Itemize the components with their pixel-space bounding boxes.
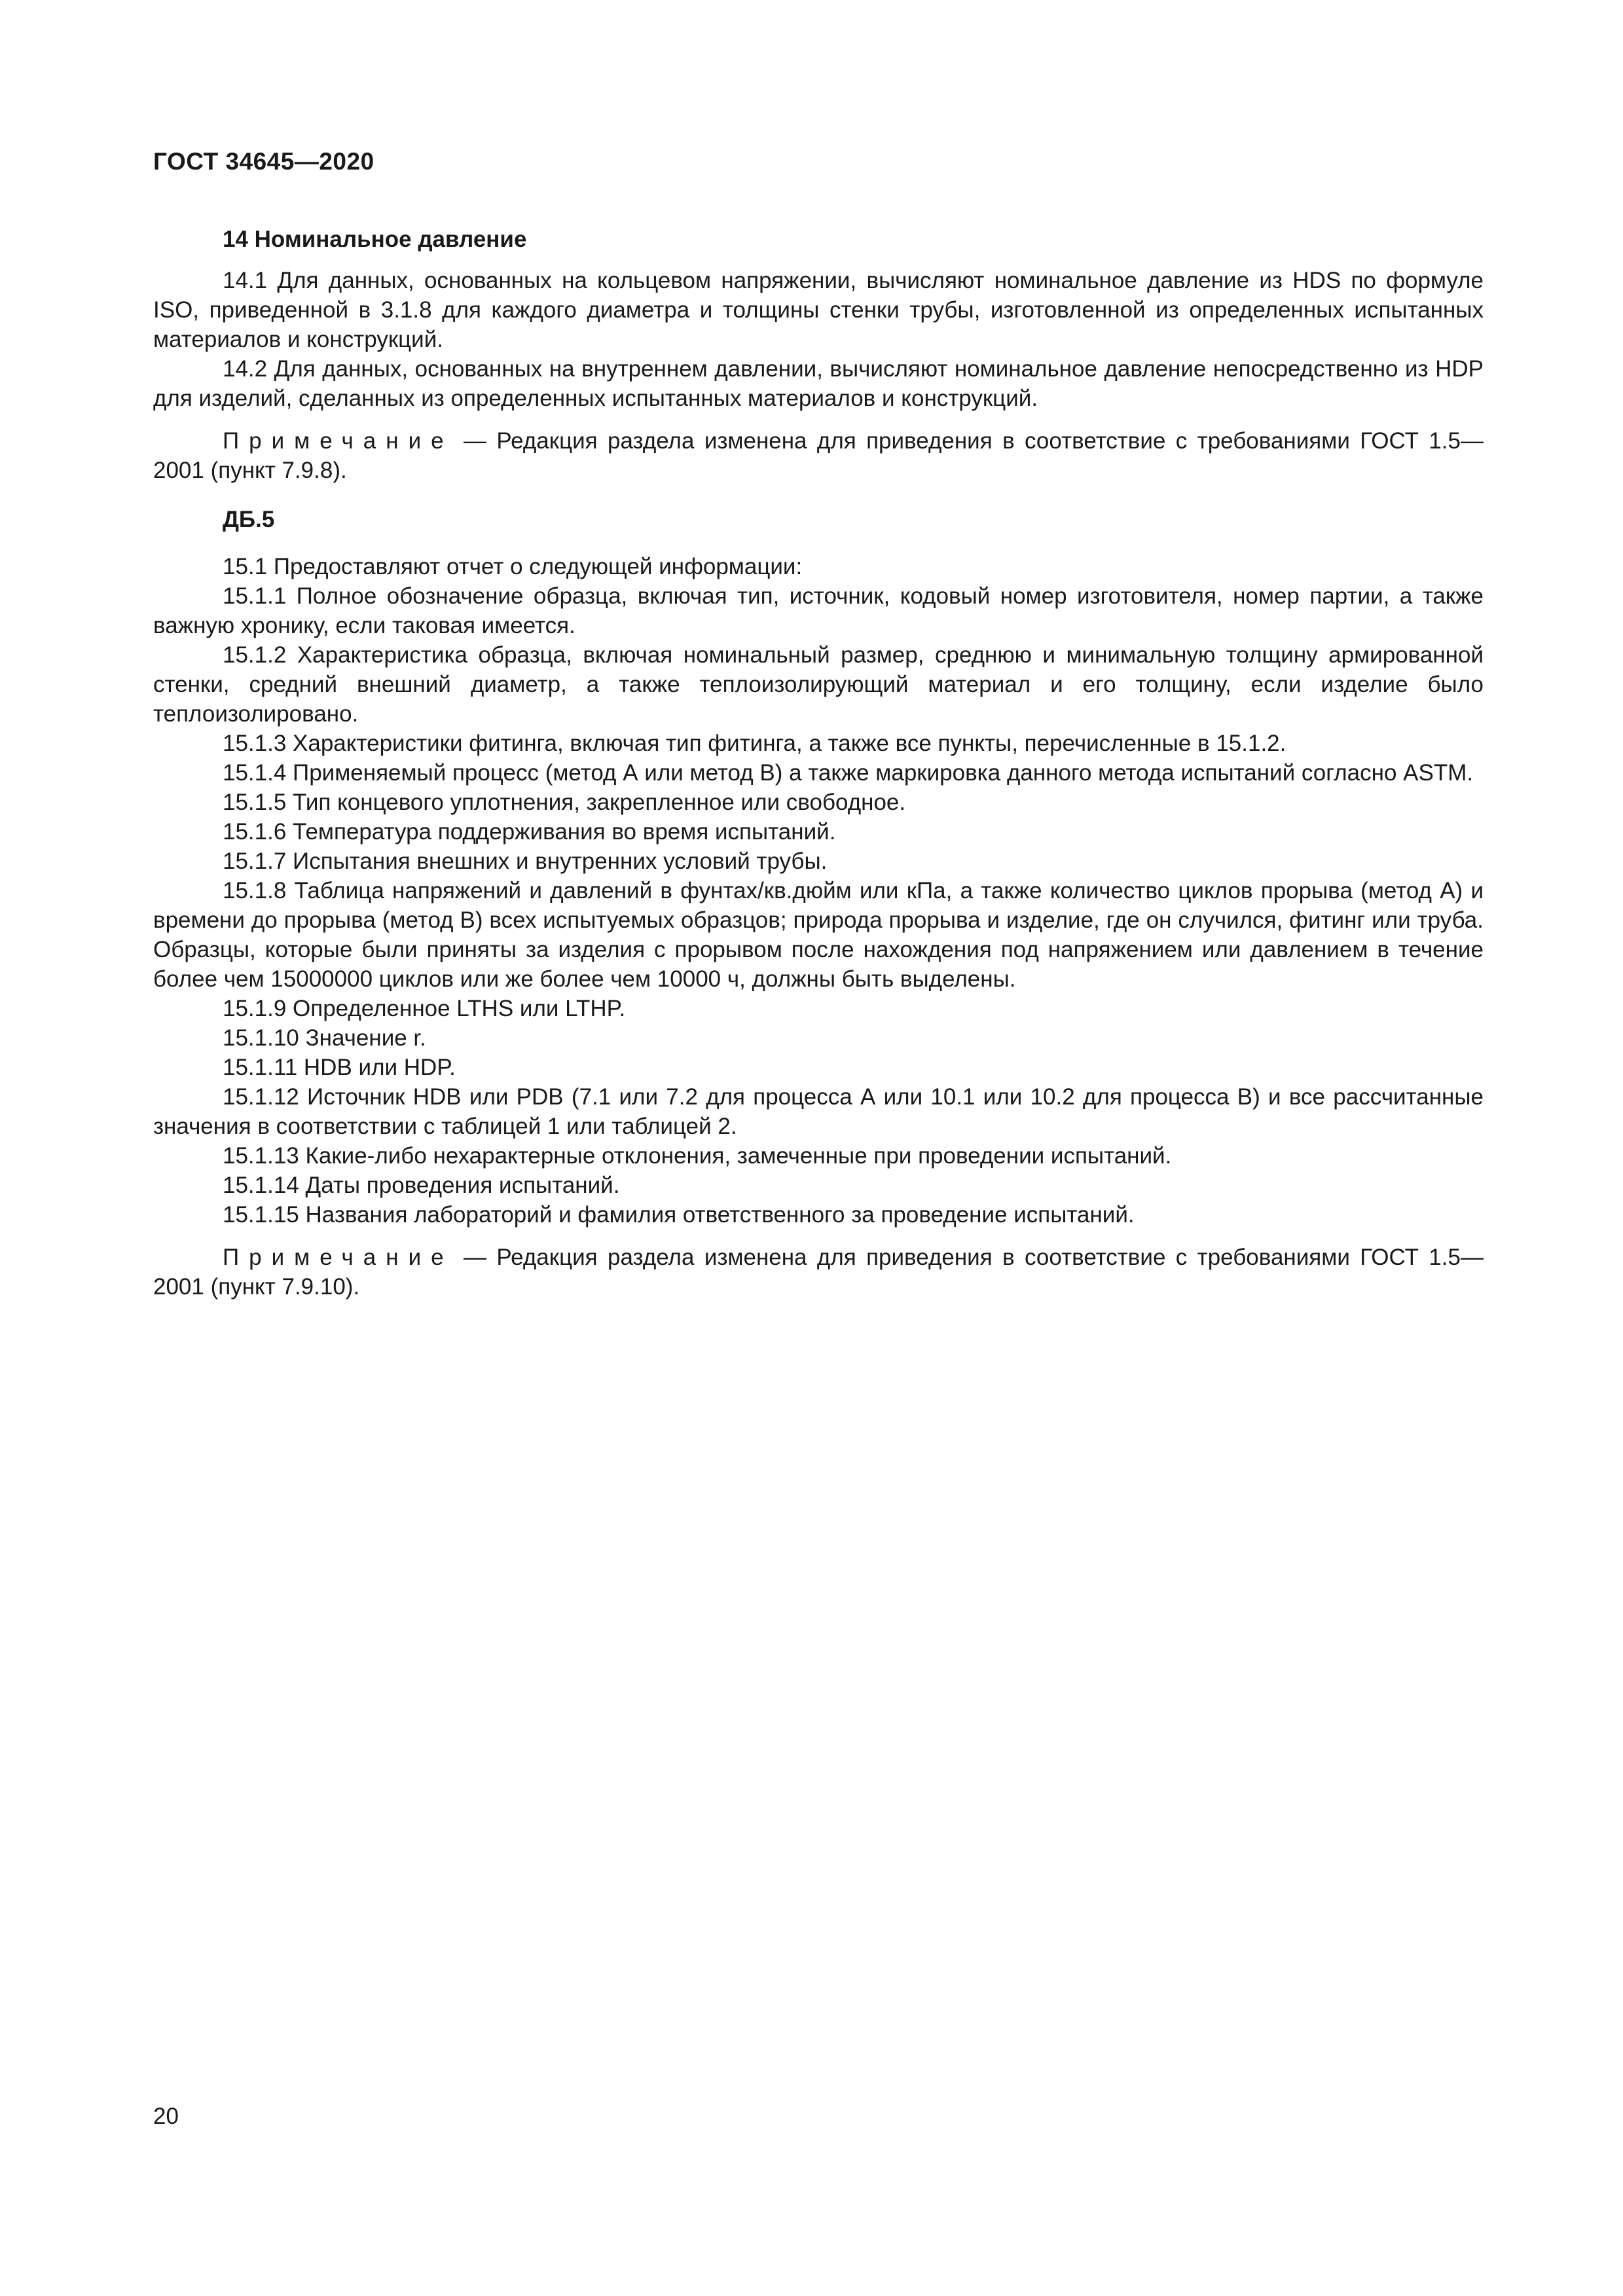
note-text: — Редакция раздела изменена для приведения в соответствие с требованиями ГОСТ 1.5—2001 (пункт 7.9.8).: [153, 428, 1484, 483]
clause-15-1-7: 15.1.7 Испытания внешних и внутренних условий трубы.: [223, 848, 828, 874]
clause-15-1-2: 15.1.2 Характеристика образца, включая номинальный размер, среднюю и минимальную толщину армированной стенки, средний внешний диаметр, а также теплоизолирующий материал и его толщину, если изделие было теплоизолировано.: [153, 642, 1484, 727]
section-db5-note: [153, 1243, 1484, 1302]
clause-15-1-8: 15.1.8 Таблица напряжений и давлений в фунтах/кв.дюйм или кПа, а также количество циклов прорыва (метод А) и времени до прорыва (метод В) всех испытуемых образцов; природа прорыва и изделие, где он случился, фитинг или труба. Образцы, которые были приняты за изделия с прорывом после нахождения под напряжением или давлением в течение более чем 15000000 циклов или же более чем 10000 ч, должны быть выделены.: [153, 878, 1484, 992]
section-14-note: [153, 426, 1484, 485]
clause-15-1-3: 15.1.3 Характеристики фитинга, включая тип фитинга, а также все пункты, перечисленные в 15.1.2.: [223, 731, 1286, 756]
clause-15-1-14: 15.1.14 Даты проведения испытаний.: [223, 1173, 620, 1198]
clause-15-1: 15.1 Предоставляют отчет о следующей информации:: [223, 554, 803, 579]
note-text: — Редакция раздела изменена для приведения в соответствие с требованиями ГОСТ 1.5—2001 (пункт 7.9.10).: [153, 1245, 1484, 1300]
note-label: Примечание: [223, 428, 454, 454]
clause-15-1-5: 15.1.5 Тип концевого уплотнения, закрепленное или свободное.: [223, 790, 906, 815]
page-number: 20: [153, 2104, 179, 2129]
section-14-heading: 14 Номинальное давление: [223, 227, 527, 252]
clause-15-1-9: 15.1.9 Определенное LTHS или LTHP.: [223, 996, 626, 1021]
clause-14-2: 14.2 Для данных, основанных на внутреннем давлении, вычисляют номинальное давление непосредственно из HDP для изделий, сделанных из определенных испытанных материалов и конструкций.: [153, 356, 1484, 411]
clause-15-1-15: 15.1.15 Названия лабораторий и фамилия ответственного за проведение испытаний.: [223, 1202, 1135, 1228]
clause-15-1-6: 15.1.6 Температура поддерживания во время испытаний.: [223, 819, 836, 845]
clause-14-1: 14.1 Для данных, основанных на кольцевом напряжении, вычисляют номинальное давление из HDS по формуле ISO, приведенной в 3.1.8 для каждого диаметра и толщины стенки трубы, изготовленной из определенных испытанных материалов и конструкций.: [153, 268, 1484, 352]
section-db5-heading: ДБ.5: [223, 507, 275, 532]
clause-15-1-4: 15.1.4 Применяемый процесс (метод А или метод В) а также маркировка данного метода испытаний согласно ASTM.: [223, 760, 1474, 786]
clause-15-1-1: 15.1.1 Полное обозначение образца, включая тип, источник, кодовый номер изготовителя, номер партии, а также важную хронику, если таковая имеется.: [153, 583, 1484, 638]
document-body: [153, 225, 1484, 1302]
clause-15-1-10: 15.1.10 Значение r.: [223, 1025, 426, 1051]
clause-15-1-11: 15.1.11 HDB или HDP.: [223, 1055, 456, 1080]
clause-15-1-12: 15.1.12 Источник HDB или PDB (7.1 или 7.2 для процесса А или 10.1 или 10.2 для процесса В) и все рассчитанные значения в соответствии с таблицей 1 или таблицей 2.: [153, 1084, 1484, 1139]
note-label: Примечание: [223, 1245, 454, 1270]
document-code-header: ГОСТ 34645—2020: [153, 148, 374, 175]
clause-15-1-13: 15.1.13 Какие-либо нехарактерные отклонения, замеченные при проведении испытаний.: [223, 1143, 1172, 1169]
